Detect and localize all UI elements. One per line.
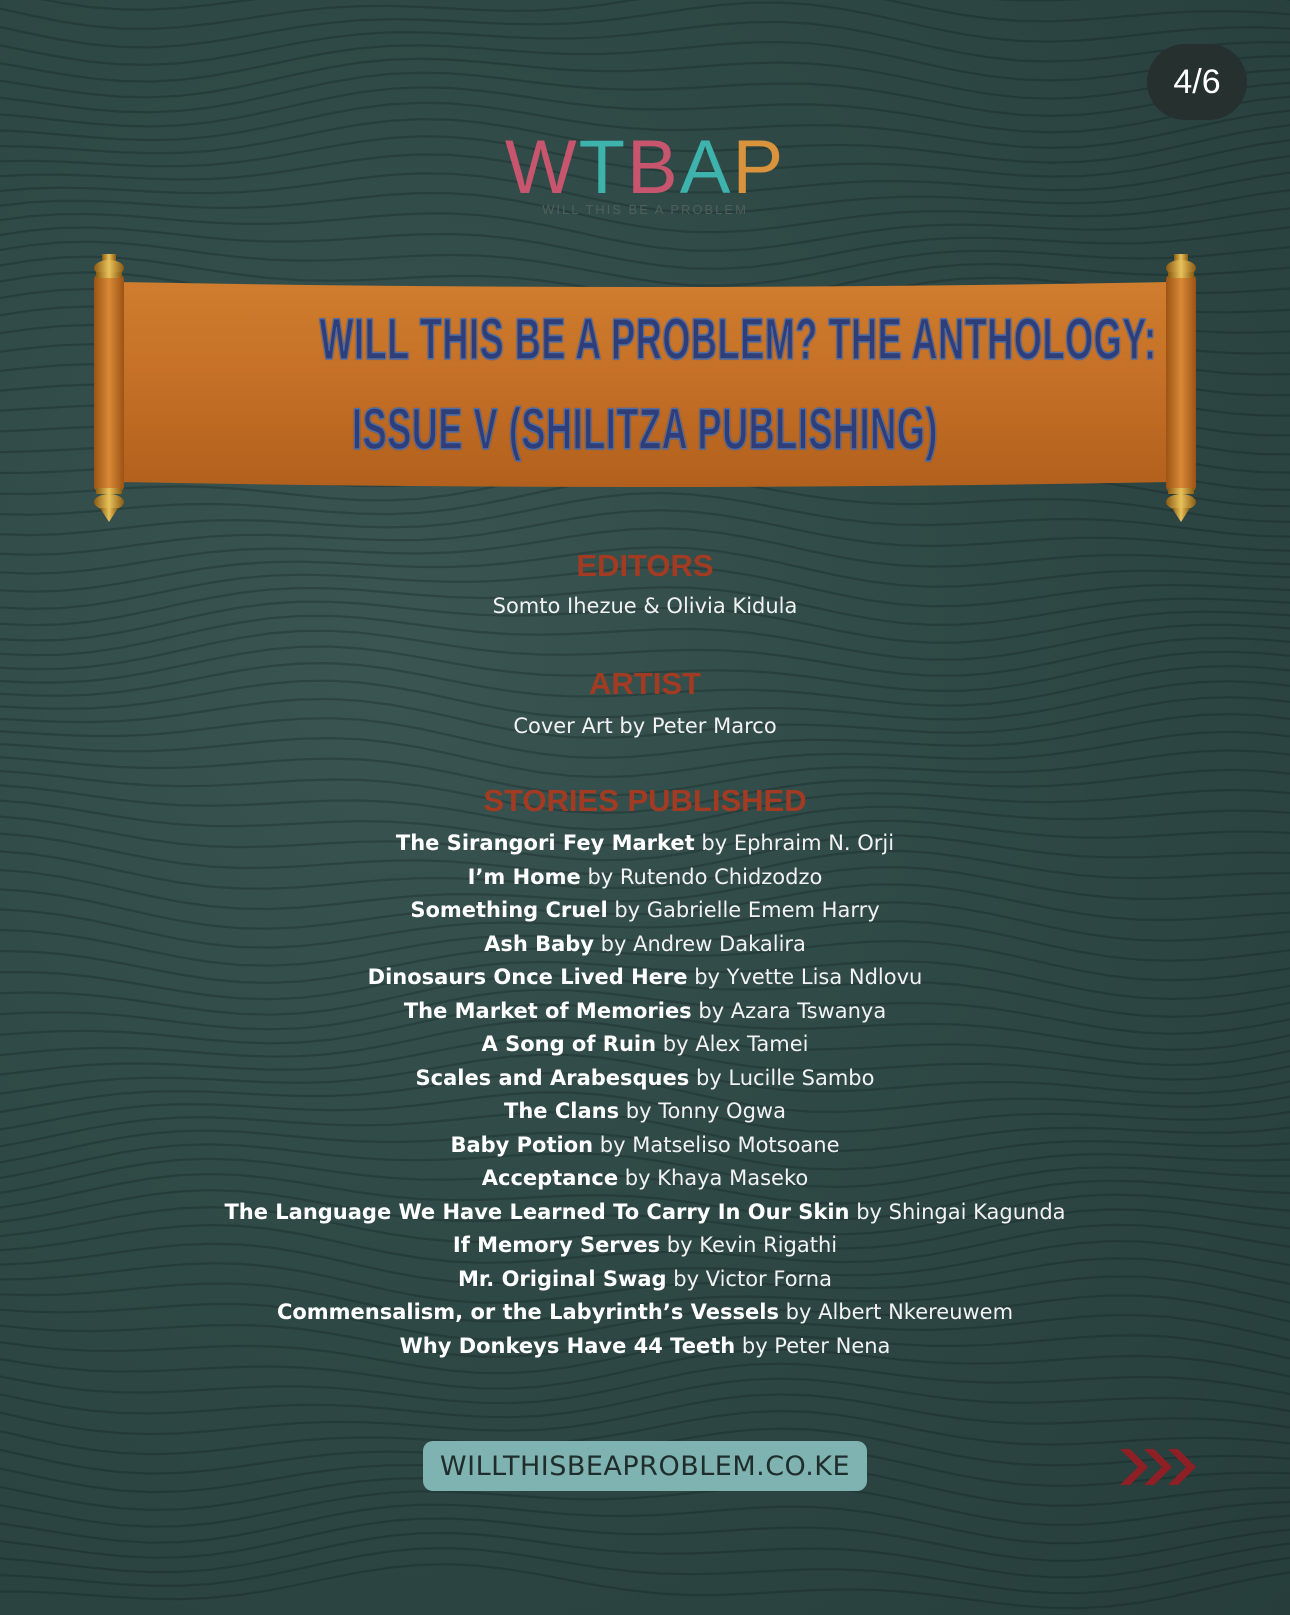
story-item	[0, 1129, 1290, 1163]
wave-line	[0, 1486, 1290, 1527]
editors-names: Somto Ihezue & Olivia Kidula	[492, 594, 798, 618]
story-item	[0, 861, 1290, 895]
website-link[interactable]: WILLTHISBEAPROBLEM.CO.KE	[423, 1441, 867, 1491]
page-counter: 4/6	[1147, 44, 1247, 120]
story-item	[0, 1229, 1290, 1263]
story-author: by Tonny Ogwa	[625, 1099, 786, 1123]
story-item	[0, 995, 1290, 1029]
wave-line	[0, 59, 1290, 99]
story-author: by Peter Nena	[741, 1333, 891, 1358]
story-author: by Ephraim N. Orji	[701, 831, 895, 855]
artist-credit: Cover Art by Peter Marco	[513, 714, 777, 738]
wave-line	[0, 1564, 1290, 1608]
wave-line	[0, 732, 1290, 777]
story-author: by Lucille Sambo	[695, 1065, 875, 1090]
logo-subtitle: WILL THIS BE A PROBLEM	[542, 202, 748, 217]
banner-title-line-1: WILL THIS BE A PROBLEM? THE ANTHOLOGY:	[319, 307, 1157, 372]
banner-title-line-2: ISSUE V (SHILITZA PUBLISHING)	[351, 397, 939, 462]
wave-line	[0, 1364, 1290, 1404]
stories-heading: STORIES PUBLISHED	[483, 783, 807, 818]
story-title: Acceptance	[481, 1166, 619, 1190]
wtbap-logo	[0, 124, 1290, 211]
triple-chevron-right-icon[interactable]	[1120, 1445, 1200, 1489]
story-author: by Yvette Lisa Ndlovu	[694, 965, 923, 989]
logo-letter: T	[578, 125, 628, 210]
stories-list	[0, 827, 1290, 1363]
story-author: by Victor Forna	[673, 1266, 832, 1291]
story-title: I’m Home	[467, 864, 581, 889]
wave-line	[0, 0, 1290, 10]
story-item	[0, 928, 1290, 962]
story-author: by Azara Tswanya	[698, 998, 887, 1023]
wave-line	[0, 1505, 1290, 1544]
story-author: by Gabrielle Emem Harry	[614, 898, 880, 922]
story-title: Baby Potion	[450, 1132, 594, 1157]
story-item	[0, 1263, 1290, 1297]
story-item	[0, 894, 1290, 928]
story-author: by Andrew Dakalira	[600, 931, 806, 956]
story-title: Dinosaurs Once Lived Here	[367, 965, 688, 989]
wave-line	[0, 1548, 1290, 1593]
story-author: by Khaya Maseko	[624, 1166, 809, 1190]
story-title: The Sirangori Fey Market	[395, 831, 695, 855]
logo-letter: B	[627, 125, 680, 210]
story-title: Mr. Original Swag	[458, 1266, 667, 1291]
wave-line	[0, 73, 1290, 116]
artist-heading: ARTIST	[589, 666, 701, 701]
wave-line	[0, 22, 1290, 65]
story-item	[0, 1162, 1290, 1196]
story-item	[0, 1330, 1290, 1364]
story-title: Why Donkeys Have 44 Teeth	[399, 1333, 736, 1358]
story-title: The Clans	[504, 1099, 620, 1123]
story-title: Ash Baby	[484, 931, 594, 956]
logo-letter: A	[679, 125, 733, 210]
wave-line	[0, 42, 1290, 82]
wave-line	[0, 1394, 1290, 1434]
story-title: A Song of Ruin	[481, 1032, 657, 1056]
story-author: by Alex Tamei	[662, 1032, 809, 1056]
story-author: by Albert Nkereuwem	[785, 1300, 1014, 1324]
editors-heading: EDITORS	[576, 548, 714, 583]
wave-line	[0, 1519, 1290, 1561]
story-item	[0, 1062, 1290, 1096]
story-item	[0, 1196, 1290, 1230]
story-title: Something Cruel	[410, 898, 608, 922]
story-author: by Shingai Kagunda	[856, 1199, 1066, 1224]
wave-line	[0, 0, 1290, 29]
story-title: The Language We Have Learned To Carry In Our Skin	[224, 1199, 850, 1224]
wave-line	[0, 1379, 1290, 1418]
wave-line	[0, 616, 1290, 660]
story-title: Commensalism, or the Labyrinth’s Vessels	[276, 1300, 779, 1324]
story-author: by Kevin Rigathi	[666, 1233, 838, 1257]
logo-letter: W	[504, 125, 579, 210]
story-title: The Market of Memories	[403, 998, 692, 1023]
story-item	[0, 961, 1290, 995]
story-author: by Rutendo Chidzodzo	[587, 864, 823, 889]
wave-line	[0, 1533, 1290, 1578]
story-item	[0, 827, 1290, 861]
story-item	[0, 1028, 1290, 1062]
banner-title	[319, 295, 1157, 475]
logo-letter: P	[732, 125, 786, 210]
story-title: Scales and Arabesques	[415, 1065, 690, 1090]
story-title: If Memory Serves	[452, 1233, 661, 1257]
wave-line	[0, 3, 1290, 48]
story-author: by Matseliso Motsoane	[599, 1132, 840, 1157]
story-item	[0, 1296, 1290, 1330]
story-item	[0, 1095, 1290, 1129]
